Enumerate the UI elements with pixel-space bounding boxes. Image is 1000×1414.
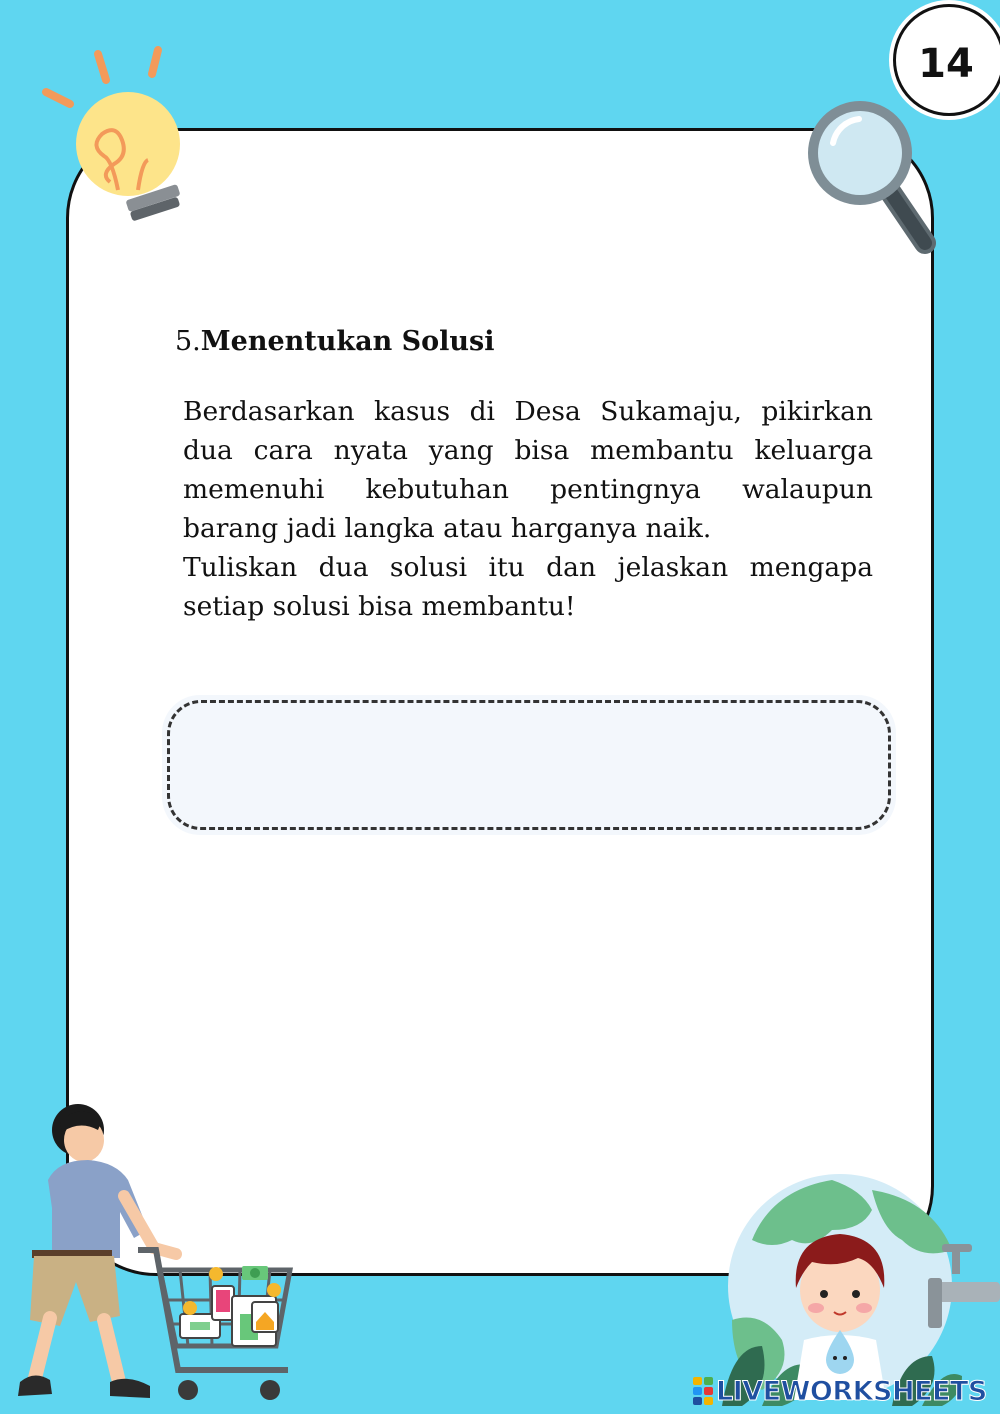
lightbulb-icon	[40, 44, 200, 229]
magnifier-icon	[805, 95, 945, 265]
section-title	[175, 326, 494, 357]
liveworksheets-watermark	[692, 1374, 987, 1408]
section-number: 5.	[175, 326, 201, 357]
answer-box[interactable]	[162, 695, 896, 835]
instructions	[183, 392, 873, 626]
shopper-illustration	[20, 1100, 310, 1414]
instructions-paragraph-1: Berdasarkan kasus di Desa Sukamaju, pikirkan dua cara nyata yang bisa membantu keluarga memenuhi kebutuhan pentingnya walaupun barang jadi langka atau harganya naik.	[183, 396, 873, 544]
liveworksheets-text: LIVEWORKSHEETS	[716, 1375, 987, 1407]
liveworksheets-logo-icon	[692, 1376, 714, 1406]
page-number-badge	[893, 4, 1000, 116]
answer-input[interactable]	[184, 715, 874, 815]
section-title-text: Menentukan Solusi	[200, 326, 495, 357]
page-number: 14	[918, 41, 974, 87]
instructions-paragraph-2: Tuliskan dua solusi itu dan jelaskan mengapa setiap solusi bisa membantu!	[183, 552, 873, 622]
